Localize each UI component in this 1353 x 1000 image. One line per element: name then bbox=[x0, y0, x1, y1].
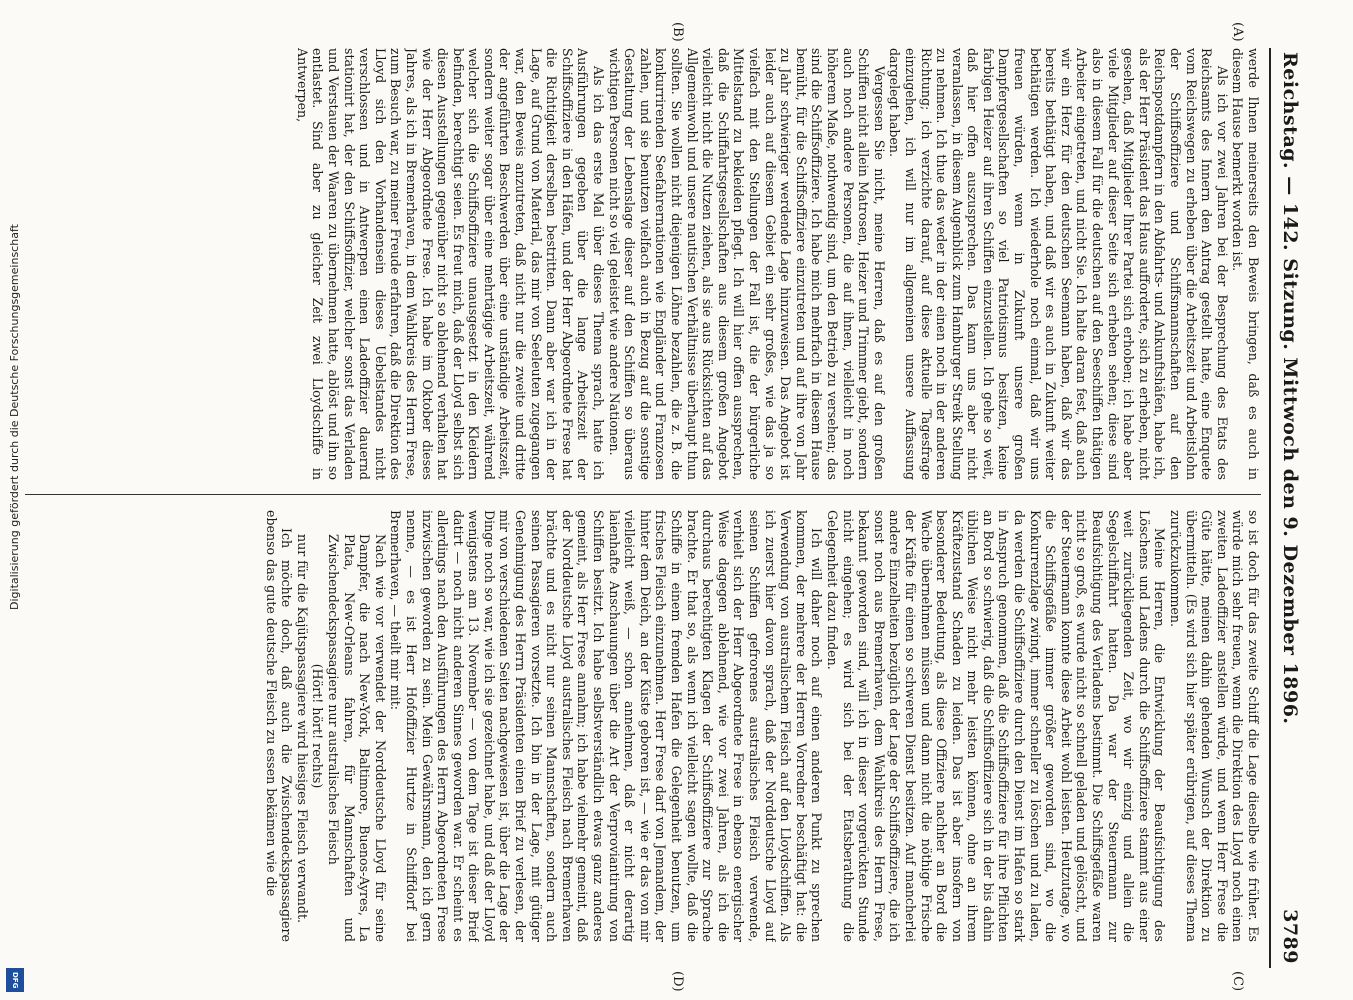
margin-marker-b: (B) bbox=[670, 22, 685, 42]
quoted-letter: Nach wie vor verwendet der Norddeutsche Lloyd für seine Dampfer, die nach New-York, Baltimore, Buenos-Ayres, La Plata, New-Orleans fahren, für Mannschaften und Zwischendeckspassagiere nur australisches Fleisch bbox=[325, 534, 388, 942]
paragraph: so ist doch für das zweite Schiff die Lage dieselbe wie früher. Es würde mich sehr freuen, wenn die Direktion des Lloyd noch einen zweiten Ladeoffizier anstellen würde, und wenn Herr Frese die Güte hätte, meinen dahin gehenden Wunsch der Direktion zu übermitteln. (Es wird sich hier später erübrigen, auf dieses Thema zurückzukommen. bbox=[1168, 510, 1261, 942]
running-title: Reichstag. — 142. Sitzung. Mittwoch den 9. Dezember 1896. bbox=[1279, 52, 1301, 725]
paragraph: Meine Herren, die Entwicklung der Beaufsichtigung des Löschens und Ladens durch die Schiffsoffiziere stammt aus einer weit zurückliegenden Zeit, wo wir einzig und allein die Segelschiffahrt hatten. Da war der Steuermann zur Beaufsichtigung des Verladens bestimmt. Die Schiffsgefäße waren nicht so groß, es wurde nicht so schnell geladen und gelöscht, und der Steuermann konnte diese Arbeit wohl leisten. Heutzutage, wo die Schiffsgefäße immer größer geworden sind, wo die Konkurrenzlage zwingt, immer schneller zu löschen und zu laden, da werden die Schiffsoffiziere durch den Dienst im Hafen so stark in Anspruch genommen, daß die Schiffsoffiziere für ihre Pflichten an Bord so schwierig, daß die Schiffsoffiziere sich in der bis dahin üblichen Weise nicht mehr leisten können, ohne an ihrem Kräftezustand Schaden zu leiden. Das ist aber insofern von besonderer Bedeutung, als diese Offiziere nachher an Bord die Wache übernehmen müssen und dann nicht die nöthige Frische der Kräfte für einen so schweren Dienst besitzen. Auf mancherlei andere Einzelheiten bezüglich der Lage der Schiffsoffiziere, die ich sonst noch aus Bremerhaven, dem Wahlkreis des Herrn Frese, bekannt geworden sind, will ich in dieser vorgerückten Stunde nicht eingehen; es wird sich bei der Etatsberathung die Gelegenheit dazu finden. bbox=[824, 510, 1168, 942]
dfg-logo: DFG bbox=[6, 968, 24, 992]
page-number: 3789 bbox=[1279, 909, 1301, 964]
digitization-credit: Digitalisierung gefördert durch die Deutsche Forschungsgemeinschaft bbox=[8, 224, 21, 610]
paragraph: Ich will daher noch auf einen anderen Punkt zu sprechen kommen, der mehrere der Herren Vorredner beschäftigt hat: die Verwendung von australischem Fleisch auf den Lloydschiffen. Als ich zuerst hier davon sprach, daß der Norddeutsche Lloyd auf seinen Schiffen gefrorenes australisches Fleisch verwende, verhielt sich der Herr Abgeordnete Frese in ebenso energischer Weise dagegen ablehnend, wie vor zwei Jahren, als ich die durchaus berechtigten Klagen der Schiffsoffiziere zur Sprache brachte. Er that so, als wenn ich vielleicht sagen wollte, daß die Schiffe in einem fremden Hafen die Gelegenheit benutzen, um frisches Fleisch einzunehmen. Herr Frese darf von Jemandem, der hinter dem Deich, an der Küste geboren ist, — wie er das von mir vielleicht weiß, — schon annehmen, daß er nicht derartig laienhafte Anschauungen über die Art der Verproviantirung von Schiffen besitzt. Ich habe selbstverständlich etwas ganz anderes gemeint, als Herr Frese annahm; ich habe vielmehr gemeint, daß der Norddeutsche Lloyd australisches Fleisch nach Bremerhaven brächte und es nicht nur seinen Mannschaften, sondern auch seinen Passagieren vorsetzte. Ich bin in der Lage, mit gütiger Genehmigung des Herrn Präsidenten einen Brief zu verlesen, der mir von verschiedenen Seiten nachgewiesen ist, über die Lage der Dinge noch so war, wie ich sie gezeichnet habe, und daß der Lloyd wenigstens am 13. November — von dem Tage ist dieser Brief datirt — noch nicht anderen Sinnes geworden war. Er scheint es allerdings nach den Ausführungen des Herrn Abgeordneten Frese inzwischen geworden zu sein. Mein Gewährsmann, den ich gern nenne, — es ist Herr Hofoffizier Hurtze in Schiffdorf bei Bremerhaven, — theilt mir mit: bbox=[388, 510, 825, 942]
interjection: (Hört! hört! rechts) bbox=[310, 663, 326, 789]
quoted-letter: nur für die Kajütspassagiere wird hiesiges Fleisch verwandt. bbox=[294, 534, 310, 924]
paragraph: Ich möchte doch, daß auch die Zwischendeckspassagiere ebenso das gute deutsche Fleisch zu essen bekämen wie die bbox=[263, 510, 295, 942]
paragraph: Vergessen Sie nicht, meine Herren, daß es auf den großen Schiffen nicht allein Matrosen, Heizer und Trimmer giebt, sondern auch noch andere Personen, die auf ihnen, vielleicht in noch höherem Maße, nothwendig sind, um den Betrieb zu versehen; das sind die Schiffsoffiziere. Ich habe mich mehrfach in diesem Hause bemüht, für die Schiffsoffiziere einzutreten und auf ihre von Jahr zu Jahr schwieriger werdende Lage hinzuweisen. Das Angebot ist leider auch auf diesem Gebiet ein sehr großes, wie das ja so vielfach mit den Stellungen der Fall ist, die der bürgerliche Mittelstand zu bekleiden pflegt. Ich will hier offen aussprechen, daß die Schiffahrtsgesellschaften aus diesem großen Angebot vielleicht nicht die Nutzen ziehen, als sie aus Rücksichten auf das Allgemeinwohl und unsere nautischen Verhältnisse überhaupt thun sollten. Sie wollen nicht diejenigen Löhne bezahlen, die z. B. die konkurrirenden Seefahrernationen wie Engländer und Franzosen zahlen, und sie benutzen vielfach auch in Bezug auf die sonstige Gestaltung der Lebenslage dieser auf den Schiffen so überaus wichtigen Personen nicht so viel geleistet wie andere Nationen. bbox=[606, 48, 887, 480]
left-column bbox=[21, 48, 1261, 480]
paragraph: Als ich das erste Mal über dieses Thema sprach, hatte ich Ausführungen gegeben über die lange Arbeitszeit der Schiffsoffiziere in den Häfen, und der Herr Abgeordnete Frese hat die Richtigkeit derselben bestritten. Dann aber war ich in der Lage, auf Grund von Material, das mir von Seeleuten zugegangen war, den Beweis anzutreten, daß nicht nur die zweite und dritte der angeführten Beschwerden über eine unständige Arbeitszeit, sondern weiter sogar über eine mehrtägige Arbeitszeit, während welcher sich die Schiffsoffiziere unausgesetzt in den Kleidern befinden, berechtigt seien. Es freut mich, daß der Lloyd selbst sich diesen Ausstellungen gegenüber nicht so ablehnend verhalten hat wie der Herr Abgeordnete Frese. Ich habe im Oktober dieses Jahres, als ich in Bremerhaven, in dem Wahlkreis des Herrn Frese, zum Besuch war, zu meiner Freude erfahren, daß die Direktion des Lloyd sich den Vorhandensein dieses Uebelstandes nicht verschlossen und in Antwerpen einen Ladeoffizier dauernd stationirt hat, der den Schiffsoffizier, welcher sonst das Verladen und Verstauen der Waaren zu übernehmen hatte, ablöst und ihn so entlastet. Sind aber zu gleicher Zeit zwei Lloydschiffe in Antwerpen, bbox=[294, 48, 607, 480]
right-column bbox=[21, 510, 1261, 942]
margin-marker-d: (D) bbox=[670, 971, 685, 992]
paragraph: werde Ihnen meinerseits den Beweis bringen, daß es auch in diesem Hause bemerkt worden ist. bbox=[1230, 48, 1261, 480]
margin-marker-a: (A) bbox=[1230, 22, 1245, 42]
column-divider bbox=[25, 494, 1261, 495]
page-header bbox=[1269, 48, 1305, 968]
paragraph: Als ich vor zwei Jahren bei der Besprechung des Etats des Reichsamts des Innern den Antrag gestellt hatte, eine Enquete vom Reichswegen zu erheben über die Arbeitszeit und Arbeitslohn der Schiffsoffiziere und Schiffsmannschaften auf den Reichspostdampfern in den Abfahrts- und Ankunftshäfen, habe ich, als der Herr Präsident das Haus aufforderte, sich zu erheben, nicht gesehen, daß Mitglieder Ihrer Partei sich erhoben; ich habe aber viele Mitglieder auf dieser Seite sich erheben sehen; diese sind also in diesem Fall für die deutschen auf den Seeschiffen thätigen Arbeiter eingetreten, und nicht Sie. Ich halte daran fest, daß auch wir ein Herz für den deutschen Seemann haben, daß wir das bereits bethätigt haben, und daß wir es auch in Zukunft weiter bethätigen werden. Ich wiederhole noch einmal, daß wir uns freuen würden, wenn in Zukunft unsere großen Dampfergesellschaften so viel Patriotismus besitzen, keine farbigen Heizer auf ihren Schiffen einzustellen. Ich gehe so weit, daß hier offen auszusprechen. Das kann uns aber nicht veranlassen, in diesem Augenblick zum Hamburger Streik Stellung zu nehmen. Ich thue das weder in der einen noch in der anderen Richtung; ich verzichte darauf, auf diese aktuelle Tagesfrage einzugehen, ich will nur im allgemeinen unsere Auffassung dargelegt haben. bbox=[887, 48, 1230, 480]
margin-marker-c: (C) bbox=[1230, 971, 1245, 992]
